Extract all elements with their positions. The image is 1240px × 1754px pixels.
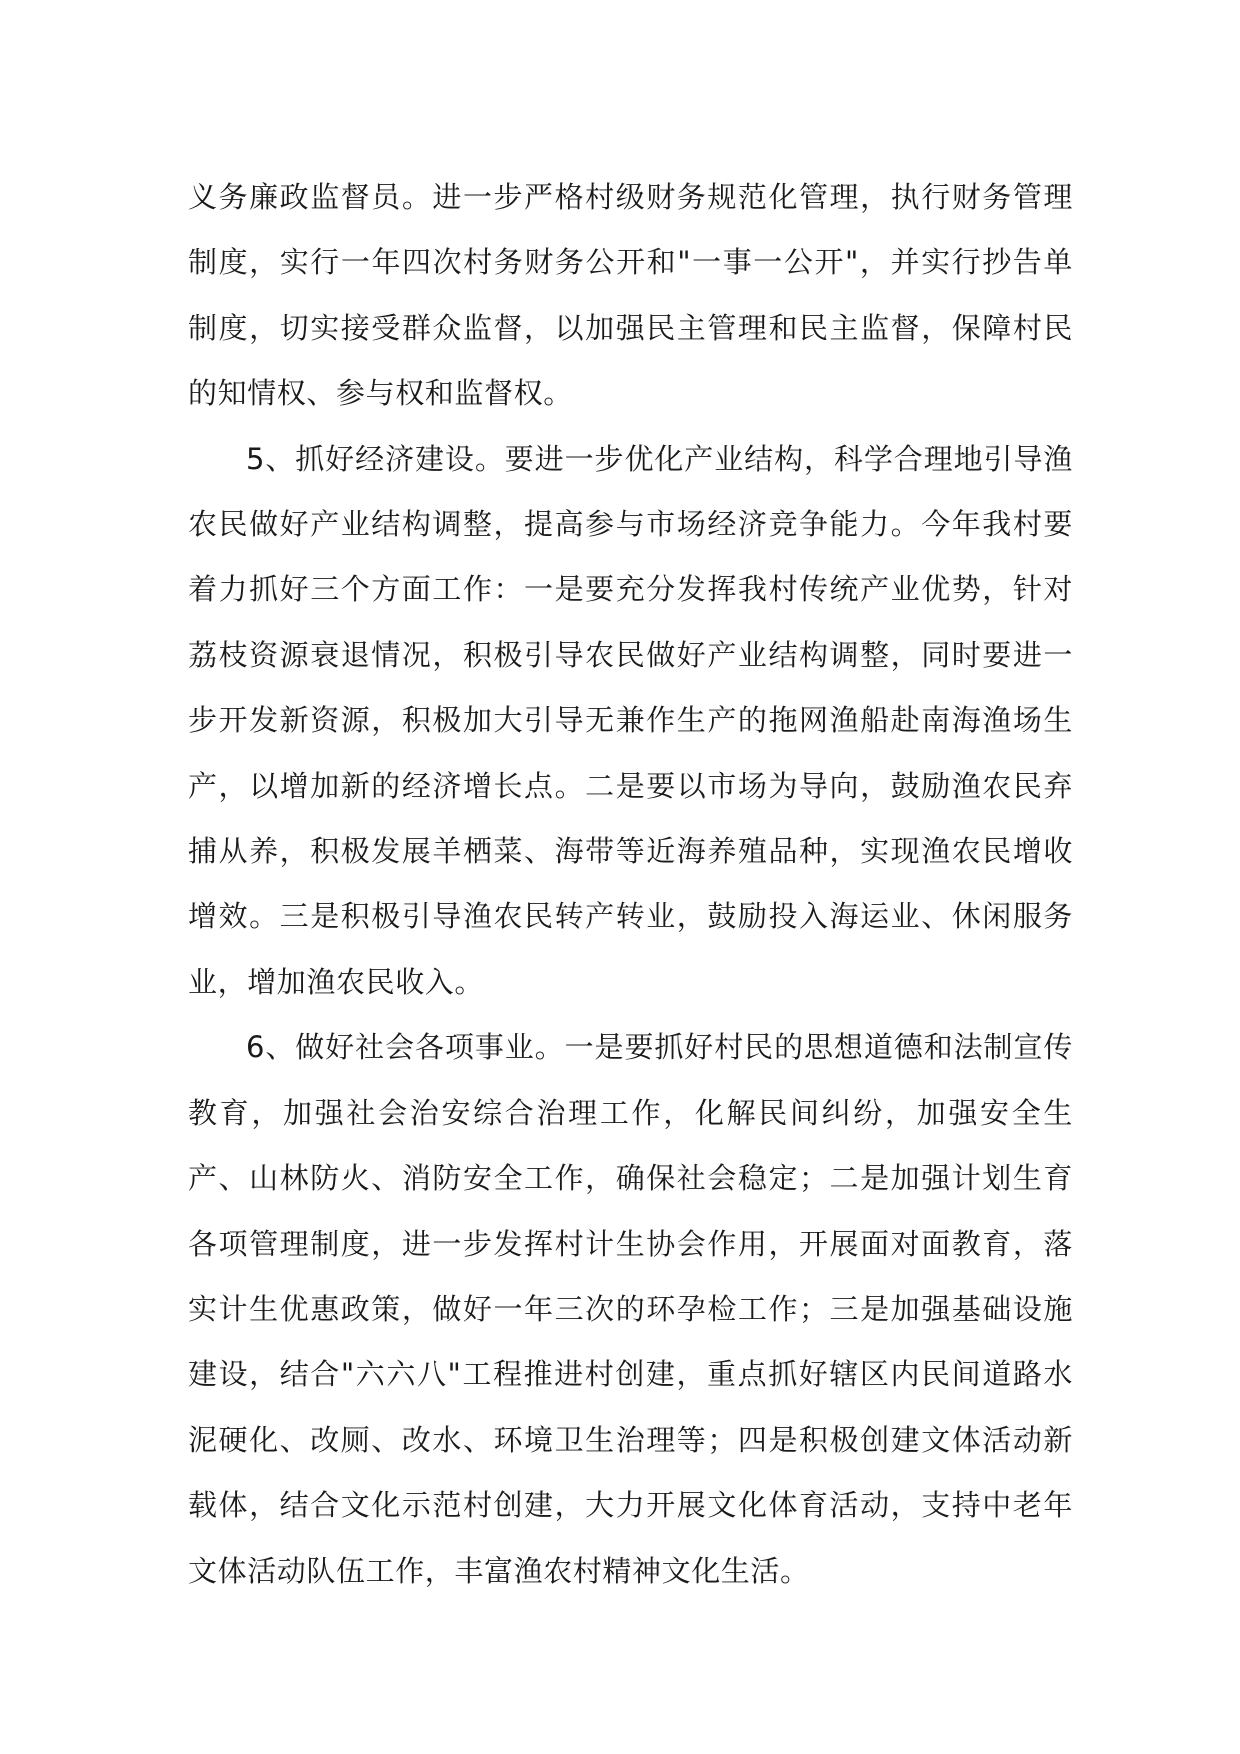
paragraph-economic-construction: 5、抓好经济建设。要进一步优化产业结构，科学合理地引导渔农民做好产业结构调整，提高参与市场经济竞争能力。今年我村要着力抓好三个方面工作：一是要充分发挥我村传统产业优势，针对荔枝资源衰退情况，积极引导农民做好产业结构调整，同时要进一步开发新资源，积极加大引导无兼作生产的拖网渔船赴南海渔场生产，以增加新的经济增长点。二是要以市场为导向，鼓励渔农民弃捕从养，积极发展羊栖菜、海带等近海养殖品种，实现渔农民增收增效。三是积极引导渔农民转产转业，鼓励投入海运业、休闲服务业，增加渔农民收入。 bbox=[188, 441, 1073, 999]
document-body bbox=[188, 165, 1073, 1604]
paragraph-social-affairs: 6、做好社会各项事业。一是要抓好村民的思想道德和法制宣传教育，加强社会治安综合治理工作，化解民间纠纷，加强安全生产、山林防火、消防安全工作，确保社会稳定；二是加强计划生育各项管理制度，进一步发挥村计生协会作用，开展面对面教育，落实计生优惠政策，做好一年三次的环孕检工作；三是加强基础设施建设，结合"六六八"工程推进村创建，重点抓好辖区内民间道路水泥硬化、改厕、改水、环境卫生治理等；四是积极创建文体活动新载体，结合文化示范村创建，大力开展文化体育活动，支持中老年文体活动队伍工作，丰富渔农村精神文化生活。 bbox=[188, 1030, 1073, 1588]
paragraph-monitoring: 义务廉政监督员。进一步严格村级财务规范化管理，执行财务管理制度，实行一年四次村务财务公开和"一事一公开"，并实行抄告单制度，切实接受群众监督，以加强民主管理和民主监督，保障村民的知情权、参与权和监督权。 bbox=[188, 180, 1073, 411]
